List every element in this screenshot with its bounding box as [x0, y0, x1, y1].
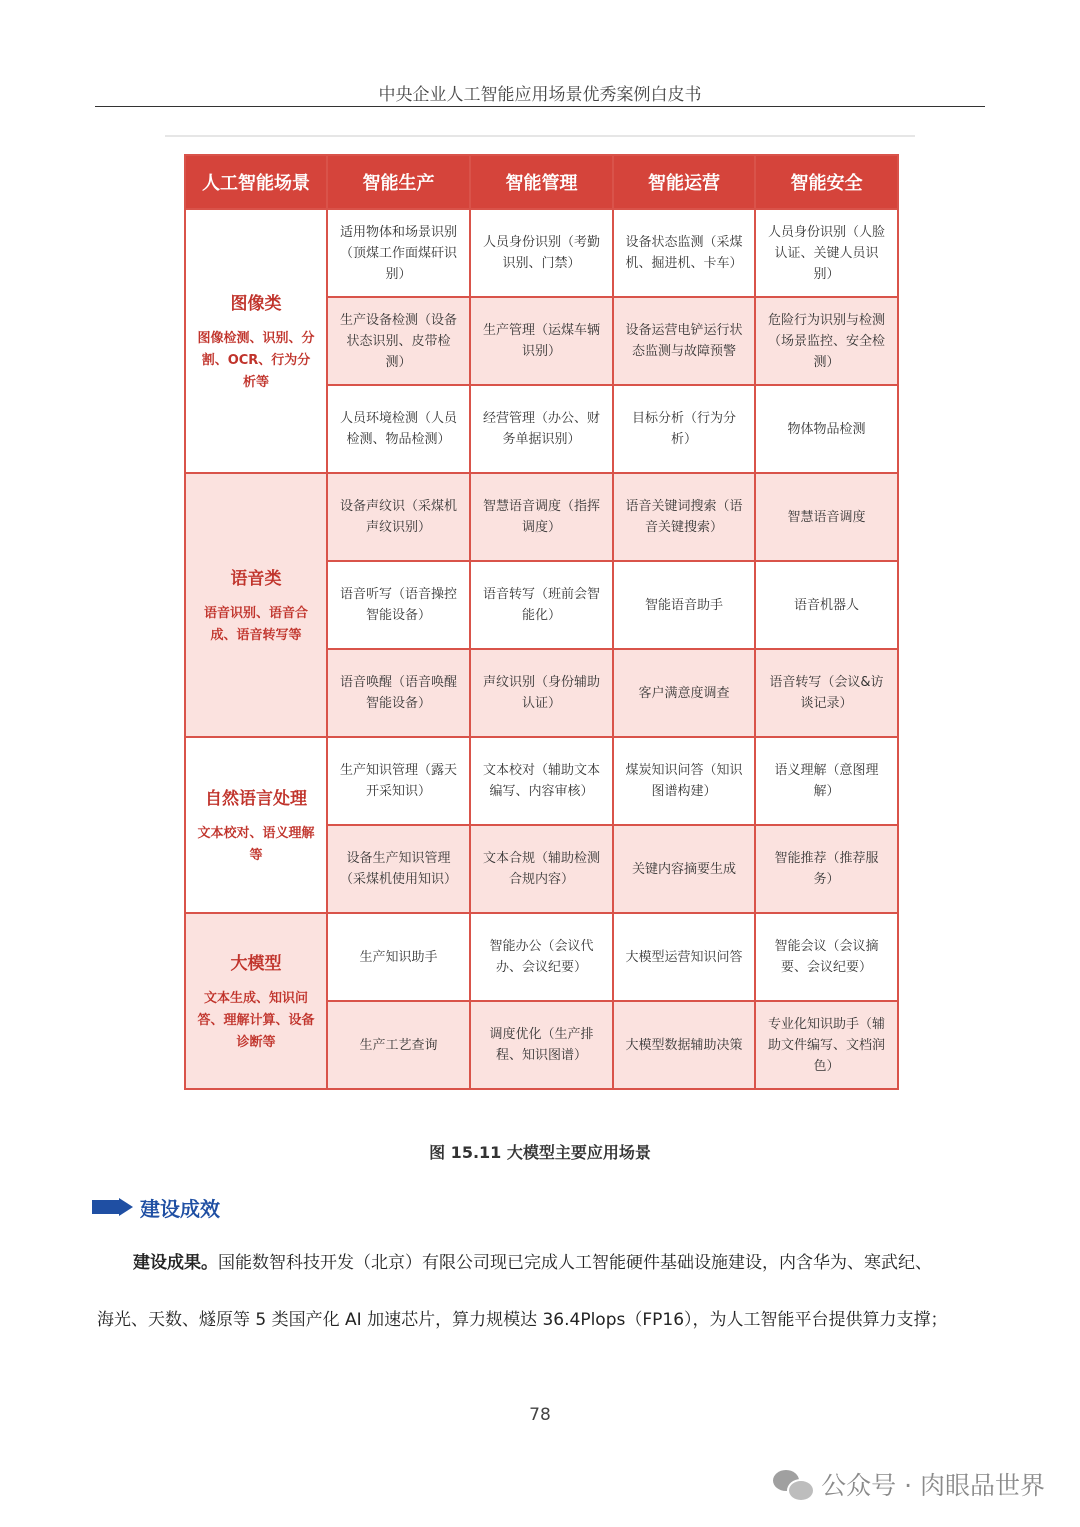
table-cell: 文本合规（辅助检测合规内容） — [470, 825, 613, 913]
wechat-icon — [773, 1468, 813, 1500]
table-row — [185, 209, 898, 297]
header-cell: 智能运营 — [613, 155, 755, 209]
category-cell-llm — [185, 913, 327, 1089]
table-cell: 设备声纹识（采煤机声纹识别） — [327, 473, 470, 561]
table-cell: 煤炭知识问答（知识图谱构建） — [613, 737, 755, 825]
table-cell: 专业化知识助手（辅助文件编写、文档润色） — [755, 1001, 898, 1089]
table-cell: 生产知识管理（露天开采知识） — [327, 737, 470, 825]
table-cell: 适用物体和场景识别（顶煤工作面煤矸识别） — [327, 209, 470, 297]
paragraph-text: 国能数智科技开发（北京）有限公司现已完成人工智能硬件基础设施建设，内含华为、寒武纪、 — [218, 1253, 932, 1273]
figure-top-rule — [165, 135, 915, 137]
table-cell: 生产设备检测（设备状态识别、皮带检测） — [327, 297, 470, 385]
table-cell: 语音机器人 — [755, 561, 898, 649]
body-paragraph-line1 — [97, 1235, 987, 1292]
figure-caption: 图 15.11 大模型主要应用场景 — [429, 1143, 651, 1162]
table-cell: 人员身份识别（人脸认证、关键人员识别） — [755, 209, 898, 297]
table-cell: 智能办公（会议代办、会议纪要） — [470, 913, 613, 1001]
watermark-text: 公众号 · 肉眼品世界 — [821, 1471, 1045, 1500]
category-desc: 文本生成、知识问答、理解计算、设备诊断等 — [197, 990, 315, 1050]
category-title: 大模型 — [230, 953, 282, 974]
header-cell: 智能管理 — [470, 155, 613, 209]
page-header-title: 中央企业人工智能应用场景优秀案例白皮书 — [378, 85, 702, 105]
section-heading — [92, 1193, 220, 1221]
table-cell: 语义理解（意图理解） — [755, 737, 898, 825]
table-cell: 物体物品检测 — [755, 385, 898, 473]
table-row — [185, 473, 898, 561]
table-cell: 生产工艺查询 — [327, 1001, 470, 1089]
watermark — [773, 1466, 1045, 1502]
table-cell: 关键内容摘要生成 — [613, 825, 755, 913]
table-cell: 设备状态监测（采煤机、掘进机、卡车） — [613, 209, 755, 297]
table-cell: 语音关键词搜索（语音关键搜索） — [613, 473, 755, 561]
table-cell: 语音唤醒（语音唤醒智能设备） — [327, 649, 470, 737]
section-title: 建设成效 — [140, 1196, 220, 1221]
category-title: 图像类 — [230, 293, 282, 314]
table-cell: 人员环境检测（人员检测、物品检测） — [327, 385, 470, 473]
header-rule — [95, 106, 985, 107]
table-cell: 智能推荐（推荐服务） — [755, 825, 898, 913]
table-row — [185, 913, 898, 1001]
section-arrow-icon — [92, 1198, 136, 1216]
category-title: 自然语言处理 — [205, 788, 307, 809]
category-desc: 文本校对、语义理解等 — [197, 825, 315, 863]
category-cell-speech — [185, 473, 327, 737]
table-cell: 声纹识别（身份辅助认证） — [470, 649, 613, 737]
table-cell: 智慧语音调度（指挥调度） — [470, 473, 613, 561]
table-cell: 大模型数据辅助决策 — [613, 1001, 755, 1089]
table-cell: 生产知识助手 — [327, 913, 470, 1001]
header-cell: 智能安全 — [755, 155, 898, 209]
table-cell: 语音转写（会议&访谈记录） — [755, 649, 898, 737]
table-cell: 语音转写（班前会智能化） — [470, 561, 613, 649]
table-cell: 设备运营电铲运行状态监测与故障预警 — [613, 297, 755, 385]
page-number: 78 — [529, 1405, 551, 1425]
table-cell: 危险行为识别与检测（场景监控、安全检测） — [755, 297, 898, 385]
table-cell: 目标分析（行为分析） — [613, 385, 755, 473]
table-cell: 生产管理（运煤车辆识别） — [470, 297, 613, 385]
table-header-row — [185, 155, 898, 209]
table-cell: 调度优化（生产排程、知识图谱） — [470, 1001, 613, 1089]
paragraph-lead: 建设成果。 — [133, 1253, 218, 1273]
category-cell-image — [185, 209, 327, 473]
table-row — [185, 737, 898, 825]
category-title: 语音类 — [230, 568, 282, 589]
table-cell: 客户满意度调查 — [613, 649, 755, 737]
category-cell-nlp — [185, 737, 327, 913]
category-desc: 语音识别、语音合成、语音转写等 — [203, 605, 308, 643]
table-cell: 设备生产知识管理（采煤机使用知识） — [327, 825, 470, 913]
table-cell: 文本校对（辅助文本编写、内容审核） — [470, 737, 613, 825]
table-cell: 智能语音助手 — [613, 561, 755, 649]
table-cell: 人员身份识别（考勤识别、门禁） — [470, 209, 613, 297]
body-paragraph-line2: 海光、天数、燧原等 5 类国产化 AI 加速芯片，算力规模达 36.4Plops（FP16），为人工智能平台提供算力支撑； — [97, 1310, 948, 1330]
table-cell: 智慧语音调度 — [755, 473, 898, 561]
table-cell: 经营管理（办公、财务单据识别） — [470, 385, 613, 473]
ai-scenario-table — [184, 154, 899, 1090]
table-cell: 大模型运营知识问答 — [613, 913, 755, 1001]
header-cell: 智能生产 — [327, 155, 470, 209]
table-cell: 智能会议（会议摘要、会议纪要） — [755, 913, 898, 1001]
table-cell: 语音听写（语音操控智能设备） — [327, 561, 470, 649]
header-cell: 人工智能场景 — [185, 155, 327, 209]
category-desc: 图像检测、识别、分割、OCR、行为分析等 — [197, 330, 315, 390]
